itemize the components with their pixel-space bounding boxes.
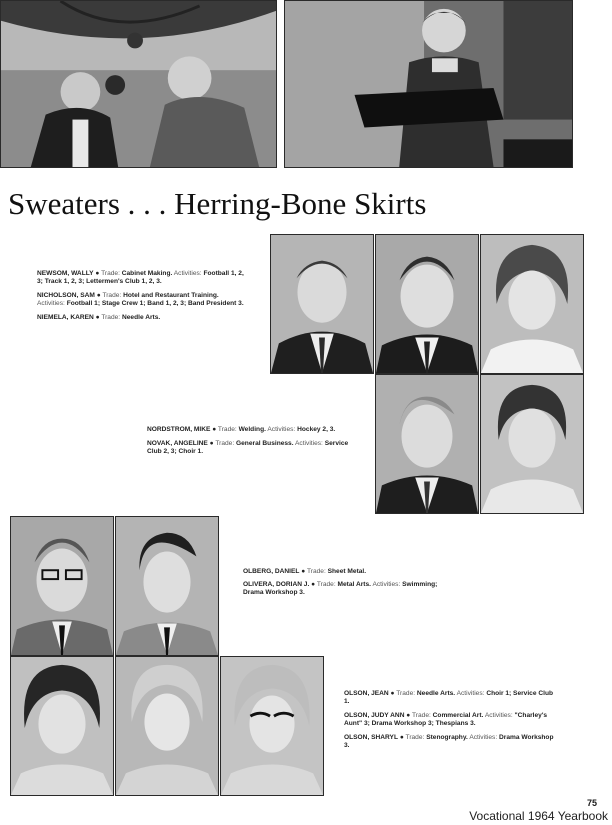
portrait-olson-judy-ann xyxy=(115,656,219,796)
student-entry: OLSON, JUDY ANN ● Trade: Commercial Art. Activities: "Charley's Aunt" 3; Drama Workshop 3; Thespians 3. xyxy=(344,712,548,727)
entry-group-3 xyxy=(243,568,456,603)
page-headline: Sweaters . . . Herring-Bone Skirts xyxy=(8,186,427,221)
page-number: 75 xyxy=(586,798,597,808)
portrait-olberg-daniel xyxy=(10,516,114,656)
student-entry: NEWSOM, WALLY ● Trade: Cabinet Making. Activities: Football 1, 2, 3; Track 1, 2, 3; Lettermen's Club 1, 2, 3. xyxy=(37,270,244,285)
student-entry: NIEMELA, KAREN ● Trade: Needle Arts. xyxy=(37,314,161,321)
student-entry: NOVAK, ANGELINE ● Trade: General Business. Activities: Service Club 2, 3; Choir 1. xyxy=(147,440,349,455)
portrait-olson-jean xyxy=(10,656,114,796)
portrait-olson-sharyl xyxy=(220,656,324,796)
student-entry: OLSON, SHARYL ● Trade: Stenography. Activities: Drama Workshop 3. xyxy=(344,734,554,749)
student-entry: OLBERG, DANIEL ● Trade: Sheet Metal. xyxy=(243,568,367,575)
candid-photo-teacher-with-tray xyxy=(284,0,573,168)
portrait-nicholson-sam xyxy=(375,234,479,374)
entry-group-4 xyxy=(344,690,557,756)
yearbook-footer: Vocational 1964 Yearbook xyxy=(469,809,608,823)
student-entry: OLIVERA, DORIAN J. ● Trade: Metal Arts. Activities: Swimming; Drama Workshop 3. xyxy=(243,581,438,596)
candid-photo-classroom-party xyxy=(0,0,277,168)
student-entry: NICHOLSON, SAM ● Trade: Hotel and Restaurant Training. Activities: Football 1; Stage Crew 1; Band 1, 2, 3; Band President 3. xyxy=(37,292,244,307)
student-entry: NORDSTROM, MIKE ● Trade: Welding. Activities: Hockey 2, 3. xyxy=(147,426,336,433)
portrait-niemela-karen xyxy=(480,234,584,374)
student-entry: OLSON, JEAN ● Trade: Needle Arts. Activities: Choir 1; Service Club 1. xyxy=(344,690,554,705)
portrait-novak-angeline xyxy=(480,374,584,514)
portrait-nordstrom-mike xyxy=(375,374,479,514)
entry-group-1 xyxy=(37,270,248,328)
portrait-newsom-wally xyxy=(270,234,374,374)
entry-group-2 xyxy=(147,426,359,462)
portrait-olivera-dorian xyxy=(115,516,219,656)
